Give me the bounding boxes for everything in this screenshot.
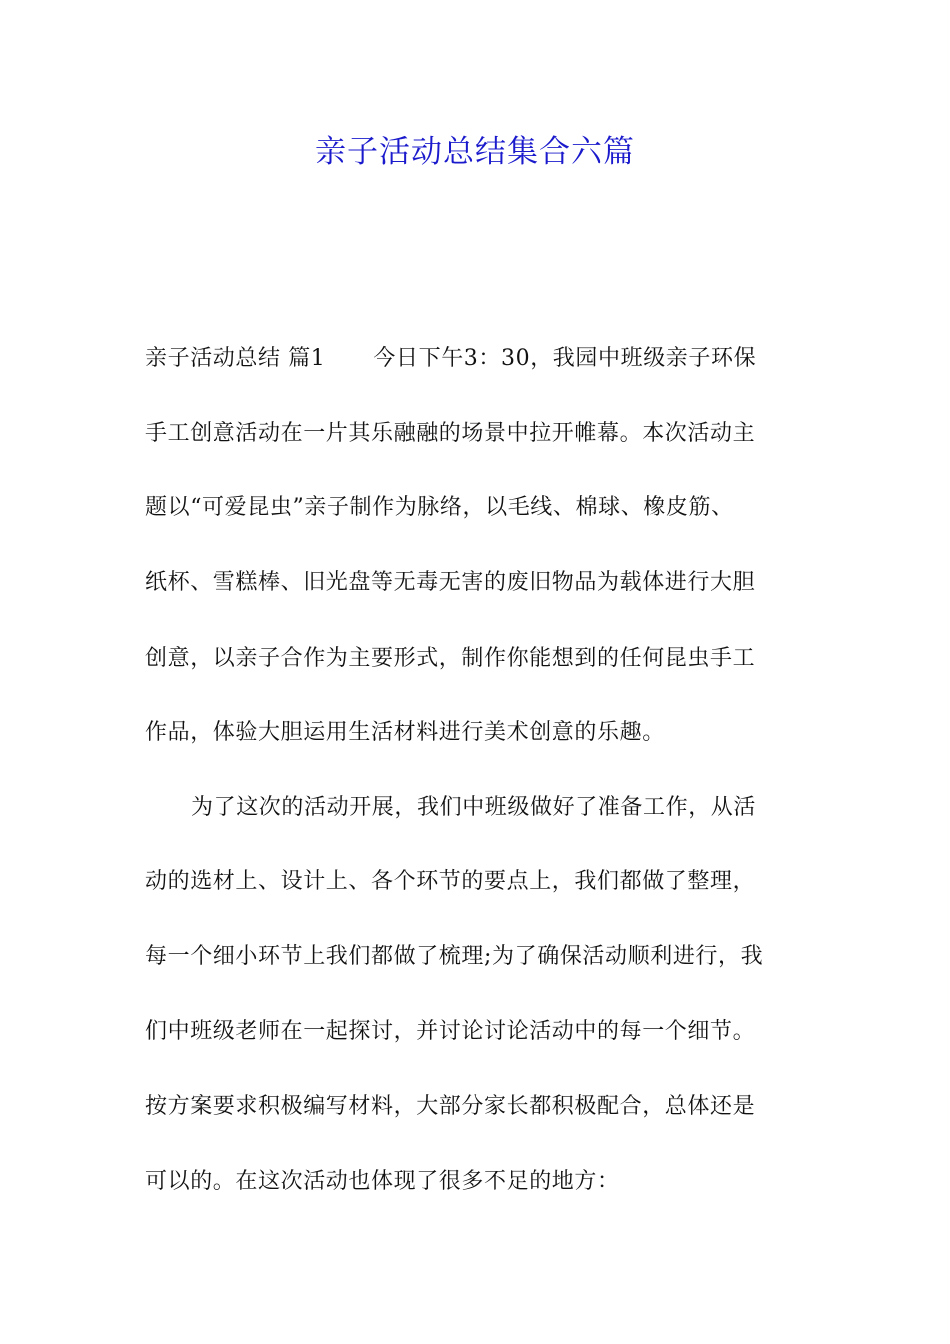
paragraph-line: 可以的。在这次活动也体现了很多不足的地方： [145,1169,620,1194]
paragraph-line [145,343,807,375]
paragraph-line: 作品，体验大胆运用生活材料进行美术创意的乐趣。 [145,720,665,745]
paragraph-line: 题以“可爱昆虫”亲子制作为脉络，以毛线、棉球、橡皮筋、 [145,495,734,520]
paragraph-line: 们中班级老师在一起探讨，并讨论讨论活动中的每一个细节。 [145,1019,756,1044]
paragraph-line: 动的选材上、设计上、各个环节的要点上，我们都做了整理， [145,869,756,894]
paragraph-line: 创意，以亲子合作为主要形式，制作你能想到的任何昆虫手工 [145,646,756,671]
paragraph-line: 纸杯、雪糕棒、旧光盘等无毒无害的废旧物品为载体进行大胆 [145,570,756,595]
section-label: 亲子活动总结 篇1 [145,346,326,371]
paragraph-line: 每一个细小环节上我们都做了梳理;为了确保活动顺利进行，我 [145,944,764,969]
document-title: 亲子活动总结集合六篇 [315,134,635,170]
paragraph-line: 为了这次的活动开展，我们中班级做好了准备工作，从活 [191,795,757,820]
paragraph-text: 今日下午3：30，我园中班级亲子环保 [373,346,757,371]
paragraph-line: 按方案要求积极编写材料，大部分家长都积极配合，总体还是 [145,1094,756,1119]
paragraph-line: 手工创意活动在一片其乐融融的场景中拉开帷幕。本次活动主 [145,421,756,446]
